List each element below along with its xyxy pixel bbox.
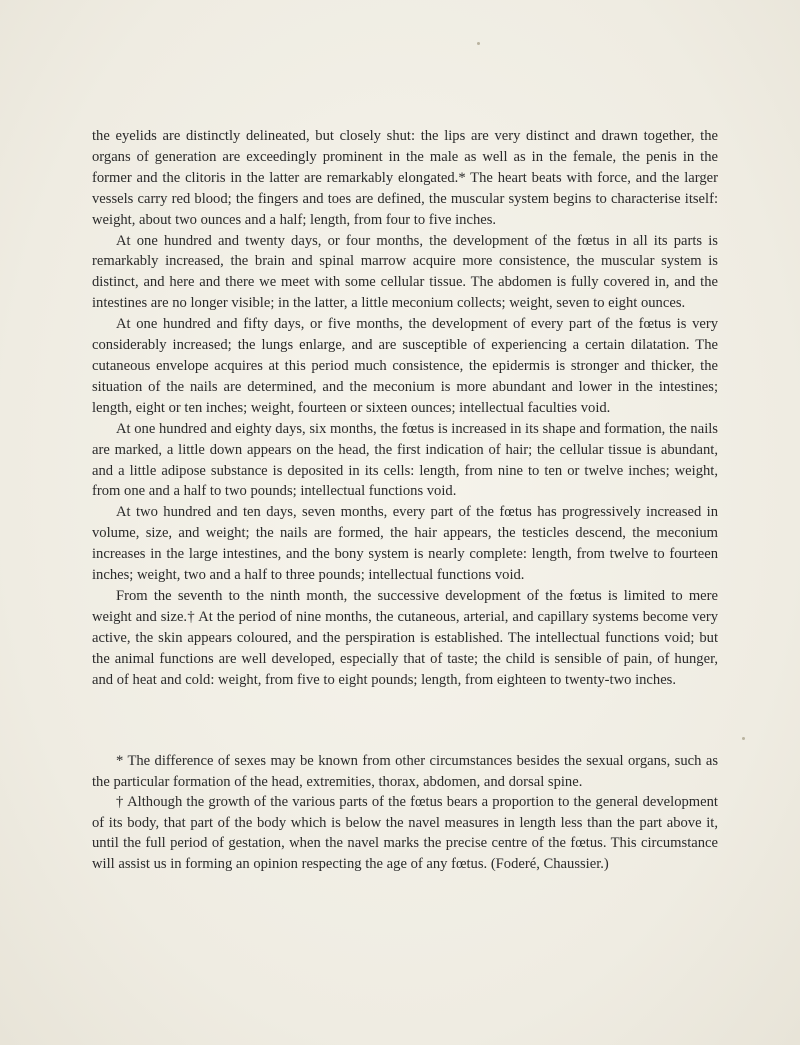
paragraph: From the seventh to the ninth month, the successive development of the fœtus is limited to mere weight and size.† At the period of nine months, the cutaneous, arterial, and capillary systems become very active, the skin appears coloured, and the perspiration is established. The intellectual functions void; but the animal functions are well developed, especially that of taste; the child is sensible of pain, of hunger, and of heat and cold: weight, from five to eight pounds; length, from eighteen to twenty-two inches.	[92, 587, 718, 688]
paragraph: At two hundred and ten days, seven months, every part of the fœtus has progressively increased in volume, size, and weight; the nails are formed, the hair appears, the testicles descend, the meconium increases in the large intestines, and the bony system is nearly complete: length, from twelve to fourteen inches; weight, two and a half to three pounds; intellectual functions void.	[92, 504, 718, 584]
footnote: † Although the growth of the various parts of the fœtus bears a proportion to the general development of its body, that part of the body which is below the navel measures in length less than the part above it, until the full period of gestation, when the navel marks the precise centre of the fœtus. This circumstance will assist us in forming an opinion respecting the age of any fœtus. (Foderé, Chaussier.)	[92, 794, 718, 872]
paragraph: At one hundred and eighty days, six months, the fœtus is increased in its shape and formation, the nails are marked, a little down appears on the head, the first indication of hair; the cellular tissue is abundant, and a little adipose substance is deposited in its cells: length, from nine to ten or twelve inches; weight, from one and a half to two pounds; intellectual functions void.	[92, 420, 718, 500]
paper-speck	[477, 42, 480, 45]
main-text	[92, 126, 718, 690]
paragraph: the eyelids are distinctly delineated, but closely shut: the lips are very distinct and drawn together, the organs of generation are exceedingly prominent in the male as well as in the female, the penis in the former and the clitoris in the latter are remarkably elongated.* The heart beats with force, and the larger vessels carry red blood; the fingers and toes are defined, the muscular system begins to characterise itself: weight, about two ounces and a half; length, from four to five inches.	[92, 128, 718, 228]
paper-speck	[742, 737, 745, 740]
footnotes	[92, 751, 718, 874]
paragraph: At one hundred and fifty days, or five months, the development of every part of the fœtus is very considerably increased; the lungs enlarge, and are susceptible of experiencing a certain dilatation. The cutaneous envelope acquires at this period much consistence, the epidermis is stronger and thicker, the situation of the nails are determined, and the meconium is more abundant and lower in the intestines; length, eight or ten inches; weight, fourteen or sixteen ounces; intellectual faculties void.	[92, 316, 718, 416]
paragraph: At one hundred and twenty days, or four months, the development of the fœtus in all its parts is remarkably increased, the brain and spinal marrow acquire more consistence, the muscular system is distinct, and here and there we meet with some cellular tissue. The abdomen is fully covered in, and the intestines are no longer visible; in the latter, a little meconium collects; weight, seven to eight ounces.	[92, 232, 718, 312]
footnote: * The difference of sexes may be known from other circumstances besides the sexual organs, such as the particular formation of the head, extremities, thorax, abdomen, and dorsal spine.	[92, 753, 718, 790]
